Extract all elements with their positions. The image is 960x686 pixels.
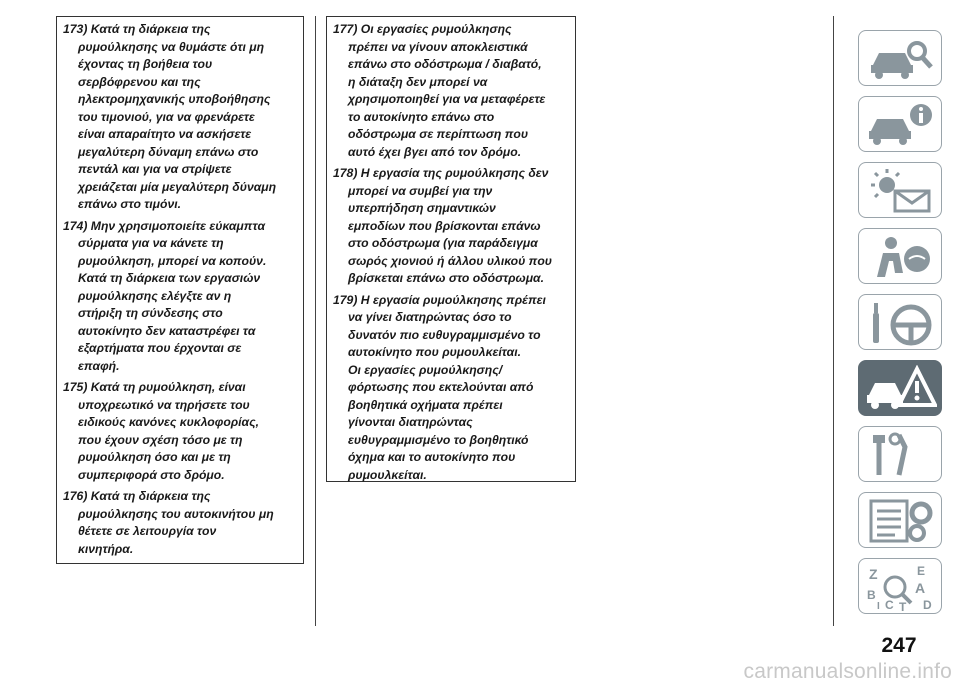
note-text-line: Κατά τη διάρκεια των εργασιών xyxy=(78,271,261,285)
note-text-line: Η εργασία της ρυμούλκησης δεν xyxy=(360,166,549,180)
note-number: 177) xyxy=(333,22,358,36)
note-text-line: Κατά τη ρυμούλκηση, είναι xyxy=(90,380,246,394)
watermark: carmanualsonline.info xyxy=(743,660,952,683)
svg-text:D: D xyxy=(923,598,932,611)
tab-knowing-car[interactable] xyxy=(858,30,942,86)
note-text-line: Οι εργασίες ρυμούλκησης/ xyxy=(348,362,503,377)
note-text-line: δυνατόν πιο ευθυγραμμισμένο το xyxy=(348,327,541,342)
note-text-line: βοηθητικά οχήματα πρέπει xyxy=(348,397,503,412)
page-number: 247 xyxy=(881,634,917,657)
svg-text:E: E xyxy=(917,564,926,578)
note-text-line: σερβόφρενου και της xyxy=(78,74,201,89)
note-text-line: Μην χρησιμοποιείτε εύκαμπτα xyxy=(90,218,265,233)
note-text-line: η διάταξη δεν μπορεί να xyxy=(348,74,488,89)
note-first-line xyxy=(63,488,297,506)
warning-note xyxy=(333,165,569,288)
note-first-line xyxy=(333,165,569,183)
note-text-line: αυτοκίνητο δεν καταστρέφει τα xyxy=(78,323,256,338)
emergency-car-icon xyxy=(865,365,937,413)
note-text-line: βρίσκεται επάνω στο οδόστρωμα. xyxy=(348,271,544,285)
note-text-line: εμποδίων που βρίσκονται επάνω xyxy=(348,218,541,233)
tab-maintenance[interactable] xyxy=(858,426,942,482)
note-text-line: ευθυγραμμισμένο το βοηθητικό xyxy=(348,432,529,447)
note-text-line: έχοντας τη βοήθεια του xyxy=(78,57,213,71)
warning-lights-icon xyxy=(865,167,937,215)
note-first-line xyxy=(333,21,569,39)
note-text-line: στήριξη τη σύνδεσης στο xyxy=(78,306,223,320)
note-text-line: συμπεριφορά στο δρόμο. xyxy=(78,467,225,482)
note-text-line: αυτό έχει βγει από τον δρόμο. xyxy=(348,144,522,159)
note-text-line: ρυμούλκησης να θυμάστε ότι μη xyxy=(78,39,265,54)
note-text-line: φόρτωσης που εκτελούνται από xyxy=(348,380,534,394)
note-number: 173) xyxy=(63,22,88,36)
note-text-line: χρειάζεται μία μεγαλύτερη δύναμη xyxy=(78,179,277,194)
svg-text:T: T xyxy=(899,600,907,611)
note-first-line xyxy=(63,21,297,39)
note-text-line: Η εργασία ρυμούλκησης πρέπει xyxy=(360,292,546,307)
maintenance-tools-icon xyxy=(865,431,937,479)
alphabetical-index-icon xyxy=(865,563,937,611)
note-text-line: επαφή. xyxy=(78,358,120,373)
warning-box-right xyxy=(326,16,576,482)
note-text-line: Οι εργασίες ρυμούλκησης xyxy=(360,22,512,36)
tab-emergency[interactable] xyxy=(858,360,942,416)
svg-text:B: B xyxy=(867,588,876,602)
note-first-line xyxy=(63,379,297,397)
note-text-line: σωρός χιονιού ή άλλου υλικού που xyxy=(348,253,553,268)
note-text-line: επάνω στο τιμόνι. xyxy=(78,197,182,211)
tab-starting-driving[interactable] xyxy=(858,294,942,350)
note-text-line: υπερπήδηση σημαντικών xyxy=(348,201,496,215)
note-text-line: γίνονται διατηρώντας xyxy=(348,415,473,429)
note-text-line: στο οδόστρωμα (για παράδειγμα xyxy=(348,236,538,250)
warning-note xyxy=(333,21,569,161)
note-text-line: μπορεί να συμβεί για την xyxy=(348,183,493,198)
warning-note xyxy=(63,379,297,484)
note-first-line xyxy=(63,218,297,236)
svg-text:I: I xyxy=(877,601,880,611)
note-text-line: πεντάλ και για να στρίψετε xyxy=(78,162,232,176)
column-divider-left xyxy=(315,16,316,626)
note-number: 174) xyxy=(63,218,88,233)
note-text-line: Κατά τη διάρκεια της xyxy=(90,489,211,503)
note-number: 178) xyxy=(333,166,358,180)
tab-index[interactable] xyxy=(858,558,942,614)
note-number: 176) xyxy=(63,489,88,503)
tab-technical-data[interactable] xyxy=(858,492,942,548)
note-text-line: επάνω στο οδόστρωμα / διαβατό, xyxy=(348,57,542,71)
note-text-line: να γίνει διατηρώντας όσο το xyxy=(348,310,512,324)
note-text-line: σύρματα για να κάνετε τη xyxy=(78,236,224,250)
note-text-line: αυτοκίνητο που ρυμουλκείται. xyxy=(348,345,522,359)
note-text-line: ρυμουλκείται. xyxy=(348,467,427,482)
note-text-line: ρυμούλκησης του αυτοκινήτου μη xyxy=(78,506,274,521)
warning-note xyxy=(63,218,297,376)
note-text-line: είναι απαραίτητο να ασκήσετε xyxy=(78,127,252,141)
note-text-line: θέτετε σε λειτουργία τον xyxy=(78,524,217,538)
car-search-icon xyxy=(865,35,937,83)
warning-note xyxy=(63,21,297,214)
note-text-line: μεγαλύτερη δύναμη επάνω στο xyxy=(78,144,259,159)
tab-warning-lights[interactable] xyxy=(858,162,942,218)
note-text-line: ηλεκτρομηχανικής υποβοήθησης xyxy=(78,92,271,106)
tab-safety[interactable] xyxy=(858,228,942,284)
note-text-line: ειδικούς κανόνες κυκλοφορίας, xyxy=(78,415,259,429)
column-divider-right xyxy=(833,16,834,626)
svg-text:Z: Z xyxy=(869,566,878,582)
note-text-line: χρησιμοποιηθεί για να μεταφέρετε xyxy=(348,92,546,106)
note-number: 179) xyxy=(333,292,358,307)
note-text-line: κινητήρα. xyxy=(78,541,134,556)
warning-note xyxy=(63,488,297,558)
note-number: 175) xyxy=(63,380,88,394)
note-text-line: υποχρεωτικό να τηρήσετε του xyxy=(78,397,250,412)
note-text-line: ρυμούλκηση, μπορεί να κοπούν. xyxy=(78,253,267,268)
warning-box-left xyxy=(56,16,304,564)
technical-data-icon xyxy=(865,497,937,545)
note-text-line: που έχουν σχέση τόσο με τη xyxy=(78,432,243,447)
note-text-line: οδόστρωμα σε περίπτωση που xyxy=(348,127,529,141)
warning-note xyxy=(333,292,569,485)
tab-info[interactable] xyxy=(858,96,942,152)
note-text-line: εξαρτήματα που έρχονται σε xyxy=(78,341,242,355)
note-text-line: το αυτοκίνητο επάνω στο xyxy=(348,109,495,124)
note-text-line: ρυμούλκησης ελέγξτε αν η xyxy=(78,288,232,303)
note-text-line: όχημα και το αυτοκίνητο που xyxy=(348,450,516,464)
steering-wheel-icon xyxy=(865,299,937,347)
note-text-line: του τιμονιού, για να φρενάρετε xyxy=(78,109,255,124)
car-info-icon xyxy=(865,101,937,149)
note-text-line: Κατά τη διάρκεια της xyxy=(90,22,211,36)
safety-airbag-icon xyxy=(865,233,937,281)
note-text-line: πρέπει να γίνουν αποκλειστικά xyxy=(348,39,528,54)
svg-text:C: C xyxy=(885,598,894,611)
svg-text:A: A xyxy=(915,580,926,596)
note-first-line xyxy=(333,292,569,310)
note-text-line: ρυμούλκηση όσο και με τη xyxy=(78,450,231,464)
